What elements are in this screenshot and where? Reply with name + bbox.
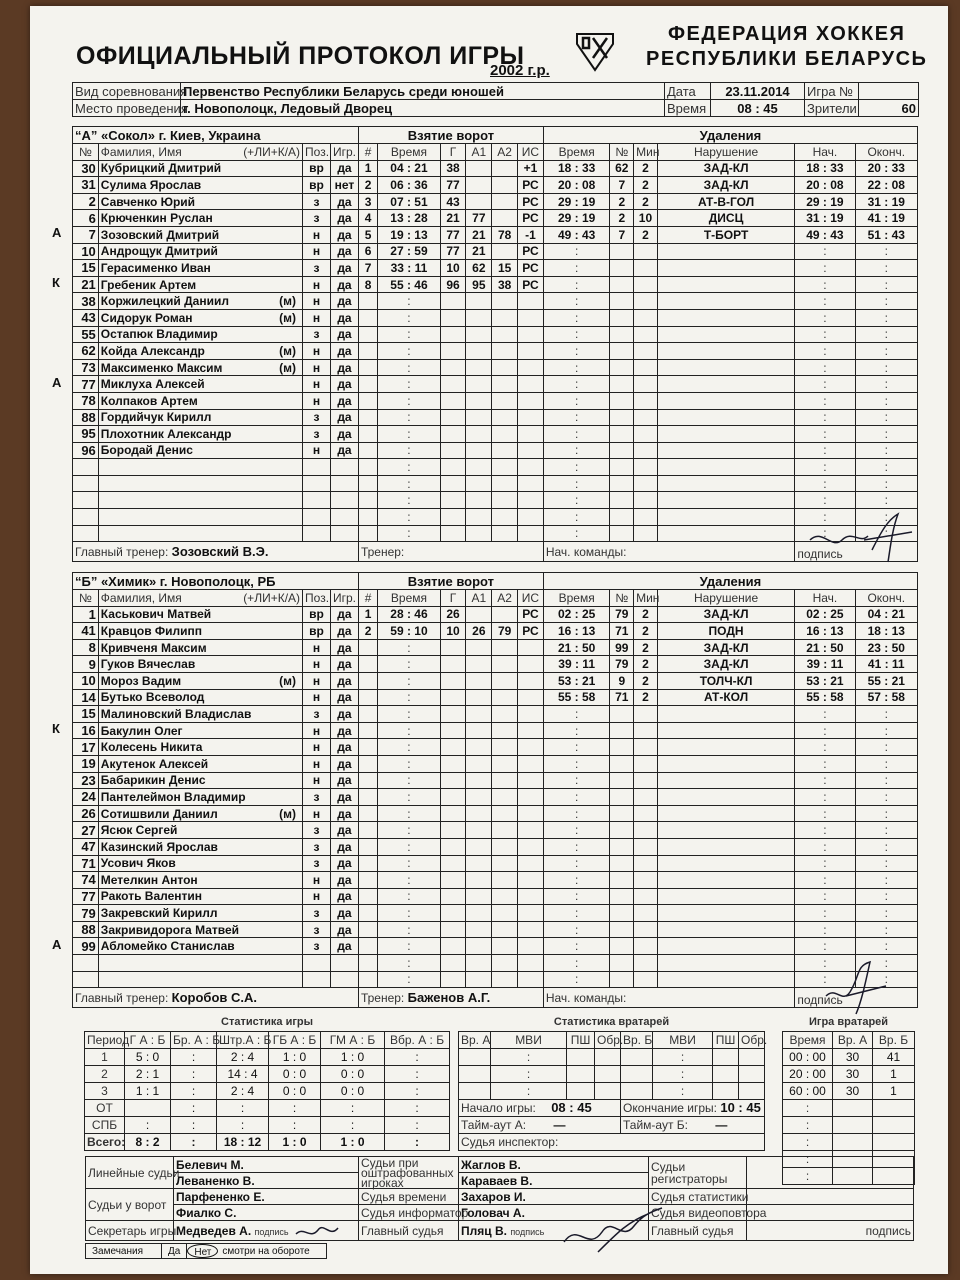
goals-header: Взятие ворот bbox=[358, 573, 543, 590]
game-stats-row: Всего: 8 : 2 : 18 : 12 1 : 0 1 : 0 : bbox=[85, 1133, 450, 1150]
date-label: Дата bbox=[665, 83, 711, 100]
player-row: 15 Герасименко Иван з да 7 33 : 11 10 62 15 РС : : : bbox=[73, 260, 918, 277]
player-row: 6 Крюченкин Руслан з да 4 13 : 28 21 77 РС 29 : 19 2 10 ДИСЦ 31 : 19 41 : 19 bbox=[73, 210, 918, 227]
penalties-header: Удаления bbox=[543, 127, 917, 144]
player-row: 24 Пантелеймон Владимир з да : : : : bbox=[73, 789, 918, 806]
player-row: 26 Сотишвили Даниил (м) н да : : : : bbox=[73, 805, 918, 822]
secretary-signature-icon bbox=[292, 1218, 342, 1244]
spectators-label: Зрители bbox=[805, 100, 859, 117]
remarks-no-circled: Нет bbox=[187, 1244, 218, 1258]
empty-row: : : : : bbox=[73, 492, 918, 509]
player-row: 27 Ясюк Сергей з да : : : : bbox=[73, 822, 918, 839]
player-role-mark: К bbox=[52, 275, 60, 291]
player-role-mark: К bbox=[52, 721, 60, 737]
player-row: 77 Ракоть Валентин н да : : : : bbox=[73, 888, 918, 905]
game-stats-table: Статистика игры Период Г А : Б Бр. А : Б Штр.А : Б ГБ А : Б ГМ А : Б Вбр. А : Б 1 5 : 0 : 2 : 4 1 : 0 1 : 0 : 2 2 : 1 : 14 : 4 0 : 0 0 : 0 : 3 1 : 1 : 2 : 4 0 : 0 0 : 0 : ОТ : : : : : СПБ : : : : : : Всего: 8 : 2 : 18 : 12 1 : 0 1 : 0 : bbox=[84, 1014, 450, 1151]
player-row: 95 Плохотник Александр з да : : : : bbox=[73, 426, 918, 443]
player-row: 1 Каськович Матвей вр да 1 28 : 46 26 РС 02 : 25 79 2 ЗАД-КЛ 02 : 25 04 : 21 bbox=[73, 606, 918, 623]
game-number-value bbox=[859, 83, 919, 100]
player-row: 14 Бутько Всеволод н да : 55 : 58 71 2 АТ-КОЛ 55 : 58 57 : 58 bbox=[73, 689, 918, 706]
player-row: 78 Колпаков Артем н да : : : : bbox=[73, 392, 918, 409]
player-row: 88 Гордийчук Кирилл з да : : : : bbox=[73, 409, 918, 426]
empty-row: : : : : bbox=[73, 971, 918, 988]
player-row: 7 Зозовский Дмитрий н да 5 19 : 13 77 21 78 -1 49 : 43 7 2 Т-БОРТ 49 : 43 51 : 43 bbox=[73, 226, 918, 243]
teamB-table: “Б” «Химик» г. Новополоцк, РБ Взятие ворот Удаления № Фамилия, Имя (+ЛИ+К/А) Поз. Игр. # Время Г А1 А2 ИС Время № Мин Нарушение Нач. Оконч. 1 Каськович Матвей вр да 1 28 : 46 26 РС 02 : 25 79 2 ЗАД-КЛ 02 : 25 04 : 21 41 Кравцов Филипп вр да 2 59 : 10 10 26 79 РС 16 : 13 71 2 ПОДН 16 : 13 18 : 13 8 Кривченя Максим н да : 21 : 50 99 2 ЗАД-КЛ 21 : 50 23 : 50 9 Гуков Вячеслав н да : 39 : 11 79 2 ЗАД-КЛ 39 : 11 41 : 11 10 Мороз Вадим (м) н да : 53 : 21 9 2 ТОЛЧ-КЛ 53 : 21 55 : 21 14 Бутько Всеволод н да : 55 : 58 71 2 АТ-КОЛ 55 : 58 57 : 58 15 Малиновский Владислав з да : : : : 16 Бакулин Олег н да : : : : 17 Колесень Никита н да : : : : 19 Акутенок Алексей н да : : : : 23 Бабарикин Денис н да : : : : 24 Пантелеймон Владимир з да : : : : 26 Сотишвили Даниил (м) н да : : : : 27 Ясюк Сергей з да : : : : 47 Казинский Ярослав з да : : : : 71 Усович Яков з да : : : : 74 Метелкин Антон н да : : : : 77 Ракоть Валентин н да : : : : 79 Закревский Кирилл з да : : : : 88 Закривидорога Матвей з да : : : : 99 Абломейко Станислав з да : : : : : : : : : : : : Главный тренер: Коробов С.А. Тренер: Баженов А.Г. Нач. команды: подпись bbox=[72, 572, 918, 1008]
player-row: 31 Сулима Ярослав вр нет 2 06 : 36 77 РС 20 : 08 7 2 ЗАД-КЛ 20 : 08 22 : 08 bbox=[73, 177, 918, 194]
page-title: ОФИЦИАЛЬНЫЙ ПРОТОКОЛ ИГРЫ bbox=[76, 42, 525, 70]
player-row: 79 Закревский Кирилл з да : : : : bbox=[73, 905, 918, 922]
game-number-label: Игра № bbox=[805, 83, 859, 100]
game-stats-row: ОТ : : : : : bbox=[85, 1099, 450, 1116]
venue-label: Место проведения bbox=[73, 100, 181, 117]
remarks-label: Замечания bbox=[86, 1244, 162, 1258]
game-stats-row: СПБ : : : : : : bbox=[85, 1116, 450, 1133]
teamA-table: “А” «Сокол» г. Киев, Украина Взятие ворот Удаления № Фамилия, Имя (+ЛИ+К/А) Поз. Игр. # Время Г А1 А2 ИС Время № Мин Нарушение Нач. Оконч. 30 Кубрицкий Дмитрий вр да 1 04 : 21 38 +1 18 : 33 62 2 ЗАД-КЛ 18 : 33 20 : 33 31 Сулима Ярослав вр нет 2 06 : 36 77 РС 20 : 08 7 2 ЗАД-КЛ 20 : 08 22 : 08 2 Савченко Юрий з да 3 07 : 51 43 РС 29 : 19 2 2 АТ-В-ГОЛ 29 : 19 31 : 19 6 Крюченкин Руслан з да 4 13 : 28 21 77 РС 29 : 19 2 10 ДИСЦ 31 : 19 41 : 19 7 Зозовский Дмитрий н да 5 19 : 13 77 21 78 -1 49 : 43 7 2 Т-БОРТ 49 : 43 51 : 43 10 Андрощук Дмитрий н да 6 27 : 59 77 21 РС : : : 15 Герасименко Иван з да 7 33 : 11 10 62 15 РС : : : 21 Гребеник Артем н да 8 55 : 46 96 95 38 РС : : : 38 Коржилецкий Даниил (м) н да : : : : 43 Сидорук Роман (м) н да : : : : 55 Остапюк Владимир з да : : : : 62 Койда Александр (м) н да : : : : 73 Максименко Максим (м) н да : : : : 77 Миклуха Алексей н да : : : : 78 Колпаков Артем н да : : : : 88 Гордийчук Кирилл з да : : : : 95 Плохотник Александр з да : : : : 96 Бородай Денис н да : : : : : : : : : : : : : : : : : : : : : : : : Главный тренер: Зозовский В.Э. Тренер: Нач. команды: подпись bbox=[72, 126, 918, 562]
goalie-stats-table: Статистика вратарей Вр. А МВИ ПШ Обр. Вр. Б МВИ ПШ Обр. : : : : : : Начало игры: 08 : 45 Окончание игры: 10 : 45 Тайм-аут А: — Тайм-аут Б: — Судья инспектор: bbox=[458, 1014, 765, 1151]
game-stats-title: Статистика игры bbox=[221, 1016, 314, 1029]
player-row: 19 Акутенок Алексей н да : : : : bbox=[73, 755, 918, 772]
player-row: 62 Койда Александр (м) н да : : : : bbox=[73, 343, 918, 360]
player-row: 38 Коржилецкий Даниил (м) н да : : : : bbox=[73, 293, 918, 310]
player-role-mark: А bbox=[52, 374, 62, 390]
penalties-header: Удаления bbox=[543, 573, 917, 590]
player-row: 15 Малиновский Владислав з да : : : : bbox=[73, 706, 918, 723]
player-row: 99 Абломейко Станислав з да : : : : bbox=[73, 938, 918, 955]
player-row: 9 Гуков Вячеслав н да : 39 : 11 79 2 ЗАД-КЛ 39 : 11 41 : 11 bbox=[73, 656, 918, 673]
game-stats-row: 2 2 : 1 : 14 : 4 0 : 0 0 : 0 : bbox=[85, 1065, 450, 1082]
competition-label: Вид соревнования bbox=[73, 83, 181, 100]
date-value: 23.11.2014 bbox=[711, 83, 805, 100]
empty-row: : : : : bbox=[73, 955, 918, 972]
goals-header: Взятие ворот bbox=[358, 127, 543, 144]
empty-row: : : : : bbox=[73, 525, 918, 542]
remarks-row bbox=[85, 1243, 327, 1259]
goalie-time-title: Игра вратарей bbox=[808, 1016, 889, 1029]
player-row: 30 Кубрицкий Дмитрий вр да 1 04 : 21 38 +1 18 : 33 62 2 ЗАД-КЛ 18 : 33 20 : 33 bbox=[73, 160, 918, 177]
team-title: “А” «Сокол» г. Киев, Украина bbox=[73, 127, 359, 144]
time-value: 08 : 45 bbox=[711, 100, 805, 117]
remarks-see-reverse: смотри на обороте bbox=[222, 1245, 310, 1257]
game-stats-row: 1 5 : 0 : 2 : 4 1 : 0 1 : 0 : bbox=[85, 1048, 450, 1065]
goalie-time-table: Игра вратарей Время Вр. А Вр. Б 00 : 00 30 41 20 : 00 30 1 60 : 00 30 1 : : : : : bbox=[782, 1014, 915, 1185]
player-row: 74 Метелкин Антон н да : : : : bbox=[73, 872, 918, 889]
player-row: 71 Усович Яков з да : : : : bbox=[73, 855, 918, 872]
spectators-value: 60 bbox=[859, 100, 919, 117]
event-info-table bbox=[72, 82, 919, 117]
player-role-mark: А bbox=[52, 225, 62, 241]
empty-row: : : : : bbox=[73, 475, 918, 492]
remarks-yes: Да bbox=[162, 1244, 187, 1258]
federation-name: ФЕДЕРАЦИЯ ХОККЕЯ РЕСПУБЛИКИ БЕЛАРУСЬ bbox=[646, 23, 928, 70]
competition-value: Первенство Республики Беларусь среди юношей bbox=[181, 83, 665, 100]
team-title: “Б” «Химик» г. Новополоцк, РБ bbox=[73, 573, 359, 590]
team-b-signature-icon bbox=[816, 956, 906, 1016]
player-row: 96 Бородай Денис н да : : : : bbox=[73, 442, 918, 459]
player-row: 10 Андрощук Дмитрий н да 6 27 : 59 77 21 РС : : : bbox=[73, 243, 918, 260]
birth-year: 2002 г.р. bbox=[490, 62, 550, 79]
time-label: Время bbox=[665, 100, 711, 117]
player-row: 17 Колесень Никита н да : : : : bbox=[73, 739, 918, 756]
player-row: 10 Мороз Вадим (м) н да : 53 : 21 9 2 ТОЛЧ-КЛ 53 : 21 55 : 21 bbox=[73, 672, 918, 689]
player-row: 77 Миклуха Алексей н да : : : : bbox=[73, 376, 918, 393]
game-stats-row: 3 1 : 1 : 2 : 4 0 : 0 0 : 0 : bbox=[85, 1082, 450, 1099]
empty-row: : : : : bbox=[73, 509, 918, 526]
team-a-signature-icon bbox=[802, 510, 922, 564]
player-row: 21 Гребеник Артем н да 8 55 : 46 96 95 38 РС : : : bbox=[73, 276, 918, 293]
player-row: 43 Сидорук Роман (м) н да : : : : bbox=[73, 309, 918, 326]
officials-table: Линейные судьи Белевич М. Судьи при оштрафованных игроках Жаглов В. Судьи регистраторы Леваненко В. Караваев В. Судьи у ворот Парфененко Е. Судья времени Захаров И. Судья статистики Фиалко С. Судья информатор Головач А. Судья видеоповтора Секретарь игры Медведев А. подпись Главный судья Пляц В. подпись Главный судья подпись bbox=[85, 1156, 914, 1241]
protocol-sheet bbox=[30, 6, 948, 1274]
player-row: 16 Бакулин Олег н да : : : : bbox=[73, 722, 918, 739]
federation-logo-icon bbox=[573, 30, 617, 74]
empty-row: : : : : bbox=[73, 459, 918, 476]
player-row: 23 Бабарикин Денис н да : : : : bbox=[73, 772, 918, 789]
player-role-mark: А bbox=[52, 937, 62, 952]
referee-signature-icon bbox=[558, 1202, 668, 1260]
player-row: 2 Савченко Юрий з да 3 07 : 51 43 РС 29 : 19 2 2 АТ-В-ГОЛ 29 : 19 31 : 19 bbox=[73, 193, 918, 210]
player-row: 41 Кравцов Филипп вр да 2 59 : 10 10 26 79 РС 16 : 13 71 2 ПОДН 16 : 13 18 : 13 bbox=[73, 623, 918, 640]
player-row: 47 Казинский Ярослав з да : : : : bbox=[73, 838, 918, 855]
player-row: 55 Остапюк Владимир з да : : : : bbox=[73, 326, 918, 343]
venue-value: г. Новополоцк, Ледовый Дворец bbox=[181, 100, 665, 117]
player-row: 8 Кривченя Максим н да : 21 : 50 99 2 ЗАД-КЛ 21 : 50 23 : 50 bbox=[73, 639, 918, 656]
player-row: 73 Максименко Максим (м) н да : : : : bbox=[73, 359, 918, 376]
player-row: 88 Закривидорога Матвей з да : : : : bbox=[73, 921, 918, 938]
